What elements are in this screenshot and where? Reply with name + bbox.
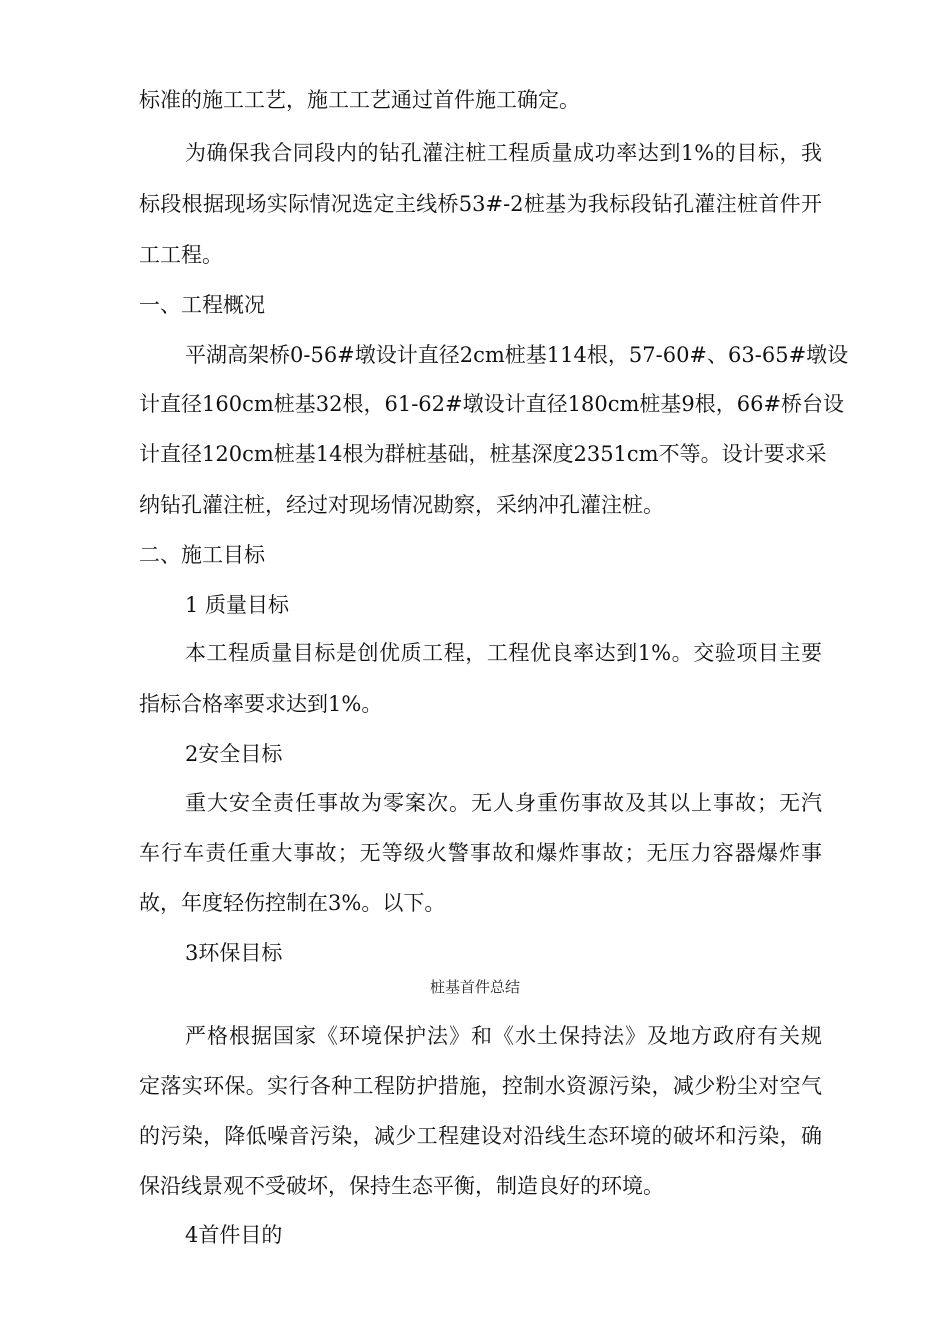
body-line: 平湖高架桥0-56#墩设计直径2cm桩基114根，57-60#、63-65#墩设 xyxy=(185,343,849,367)
body-line: 标段根据现场实际情况选定主线桥53#-2桩基为我标段钻孔灌注桩首件开 xyxy=(139,192,822,216)
subsection-heading: 4首件目的 xyxy=(185,1223,283,1247)
body-line: 计直径160cm桩基32根，61-62#墩设计直径180cm桩基9根，66#桥台设 xyxy=(139,392,845,416)
body-line: 重大安全责任事故为零案次。无人身重伤事故及其以上事故；无汽 xyxy=(185,791,822,815)
body-line: 标准的施工工艺，施工工艺通过首件施工确定。 xyxy=(139,88,580,112)
subsection-heading: 3环保目标 xyxy=(185,941,283,965)
body-line: 工工程。 xyxy=(139,243,223,267)
subsection-heading: 2安全目标 xyxy=(185,742,283,766)
body-line: 保沿线景观不受破坏，保持生态平衡，制造良好的环境。 xyxy=(139,1174,664,1198)
body-line: 车行车责任重大事故；无等级火警事故和爆炸事故；无压力容器爆炸事 xyxy=(139,841,822,865)
body-line: 的污染，降低噪音污染，减少工程建设对沿线生态环境的破坏和污染，确 xyxy=(139,1124,822,1148)
body-line: 本工程质量目标是创优质工程，工程优良率达到1%。交验项目主要 xyxy=(185,641,822,665)
body-line: 故，年度轻伤控制在3%。以下。 xyxy=(139,891,446,915)
body-line: 纳钻孔灌注桩，经过对现场情况勘察，采纳冲孔灌注桩。 xyxy=(139,493,664,517)
body-line: 严格根据国家《环境保护法》和《水土保持法》及地方政府有关规 xyxy=(185,1024,822,1048)
subsection-heading: 1 质量目标 xyxy=(185,593,290,617)
page-footer: 桩基首件总结 xyxy=(429,978,520,996)
body-line: 指标合格率要求达到1%。 xyxy=(139,692,383,716)
body-line: 定落实环保。实行各种工程防护措施，控制水资源污染，减少粉尘对空气 xyxy=(139,1074,822,1098)
section-heading: 一、工程概况 xyxy=(139,293,265,317)
body-line: 计直径120cm桩基14根为群桩基础，桩基深度2351cm不等。设计要求采 xyxy=(139,442,827,466)
section-heading: 二、施工目标 xyxy=(139,543,265,567)
body-line: 为确保我合同段内的钻孔灌注桩工程质量成功率达到1%的目标，我 xyxy=(185,141,822,165)
